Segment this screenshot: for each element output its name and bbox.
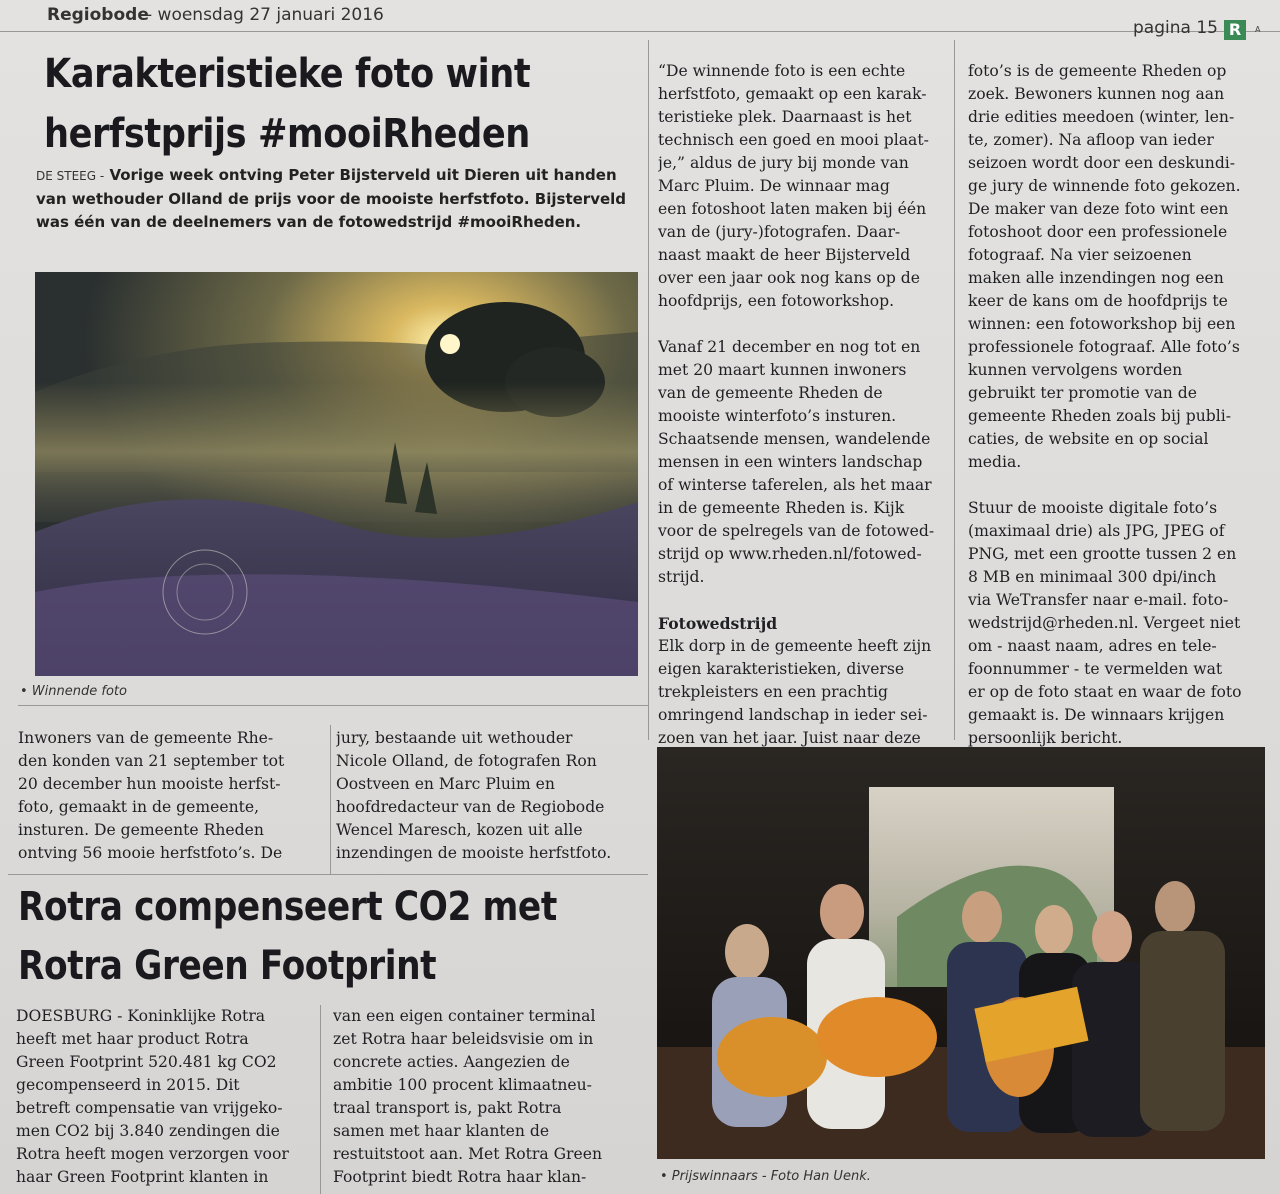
- text-line: De maker van deze foto wint een: [968, 200, 1229, 218]
- text-line: zoen van het jaar. Juist naar deze: [658, 729, 921, 747]
- text-line: 8 MB en minimaal 300 dpi/inch: [968, 568, 1217, 586]
- paragraph: [658, 612, 948, 750]
- text-line: PNG, met een grootte tussen 2 en: [968, 545, 1237, 563]
- headline-line-1: Karakteristieke foto wint: [44, 51, 531, 97]
- text-line: van de (jury-)fotografen. Daar-: [658, 223, 901, 241]
- text-line: foonnummer - te vermelden wat: [968, 660, 1223, 678]
- text-line: zet Rotra haar beleidsvisie om in: [333, 1030, 594, 1048]
- article1-column-4: [968, 60, 1262, 750]
- text-line: keer de kans om de hoofdprijs te: [968, 292, 1228, 310]
- text-line: haar Green Footprint klanten in: [16, 1168, 269, 1186]
- text-line: om - naast naam, adres en tele-: [968, 637, 1217, 655]
- text-line: van de gemeente Rheden de: [658, 384, 883, 402]
- text-line: of winterse taferelen, als het maar: [658, 476, 932, 494]
- text-line: gemaakt is. De winnaars krijgen: [968, 706, 1225, 724]
- text-line: traal transport is, pakt Rotra: [333, 1099, 562, 1117]
- text-line: ontving 56 mooie herfstfoto’s. De: [18, 844, 283, 862]
- text-line: eigen karakteristieken, diverse: [658, 660, 905, 678]
- subheading: Fotowedstrijd: [658, 614, 778, 633]
- photo-caption: • Winnende foto: [20, 684, 127, 699]
- masthead: [0, 0, 1280, 32]
- text-line: den konden van 21 september tot: [18, 752, 285, 770]
- text-line: insturen. De gemeente Rheden: [18, 821, 264, 839]
- text-line: maken alle inzendingen nog een: [968, 269, 1224, 287]
- headline-line-1: Rotra compenseert CO2 met: [18, 884, 557, 930]
- text-line: concrete acties. Aangezien de: [333, 1053, 570, 1071]
- dateline: DE STEEG -: [36, 169, 105, 183]
- text-line: te, zomer). Na afloop van ieder: [968, 131, 1214, 149]
- text-line: caties, de website en op social: [968, 430, 1209, 448]
- text-line: kunnen vervolgens worden: [968, 361, 1183, 379]
- text-line: Stuur de mooiste digitale foto’s: [968, 499, 1218, 517]
- text-line: gebruikt ter promotie van de: [968, 384, 1198, 402]
- text-line: over een jaar ook nog kans op de: [658, 269, 920, 287]
- page-number: pagina 15: [1133, 18, 1218, 38]
- text-line: hoofdredacteur van de Regiobode: [336, 798, 605, 816]
- text-line: Green Footprint 520.481 kg CO2: [16, 1053, 277, 1071]
- text-line: fotograaf. Na vier seizoenen: [968, 246, 1192, 264]
- text-line: samen met haar klanten de: [333, 1122, 550, 1140]
- text-line: (maximaal drie) als JPG, JPEG of: [968, 522, 1225, 540]
- text-line: professionele fotograaf. Alle foto’s: [968, 338, 1240, 356]
- text-line: Schaatsende mensen, wandelende: [658, 430, 931, 448]
- text-line: mooiste winterfoto’s insturen.: [658, 407, 897, 425]
- text-line: een fotoshoot laten maken bij één: [658, 200, 927, 218]
- text-line: via WeTransfer naar e-mail. foto-: [968, 591, 1229, 609]
- text-line: gemeente Rheden zoals bij publi-: [968, 407, 1232, 425]
- text-line: ambitie 100 procent klimaatneu-: [333, 1076, 592, 1094]
- landscape-photo-illustration: [35, 272, 638, 676]
- text-line: strijd.: [658, 568, 705, 586]
- paper-name: Regiobode: [47, 5, 149, 25]
- text-line: Oostveen en Marc Pluim en: [336, 775, 555, 793]
- text-line: in de gemeente Rheden is. Kijk: [658, 499, 905, 517]
- text-line: seizoen wordt door een deskundi-: [968, 154, 1236, 172]
- text-line: trekpleisters en een prachtig: [658, 683, 888, 701]
- text-line: Inwoners van de gemeente Rhe-: [18, 729, 274, 747]
- text-line: strijd op www.rheden.nl/fotowed-: [658, 545, 922, 563]
- article1-column-1: [18, 727, 324, 865]
- column-rule: [954, 40, 955, 740]
- text-line: ge jury de winnende foto gekozen.: [968, 177, 1241, 195]
- text-line: Nicole Olland, de fotografen Ron: [336, 752, 597, 770]
- text-line: omringend landschap in ieder sei-: [658, 706, 928, 724]
- logo-mark: A: [1255, 25, 1261, 34]
- text-line: heeft met haar product Rotra: [16, 1030, 249, 1048]
- paragraph: [658, 336, 948, 589]
- text-line: foto, gemaakt in de gemeente,: [18, 798, 260, 816]
- article1-column-3: [658, 60, 948, 750]
- text-line: jury, bestaande uit wethouder: [336, 729, 573, 747]
- text-line: voor de spelregels van de fotowed-: [658, 522, 935, 540]
- text-line: Footprint biedt Rotra haar klan-: [333, 1168, 587, 1186]
- headline-line-2: herfstprijs #mooiRheden: [44, 111, 530, 157]
- text-line: Rotra heeft mogen verzorgen voor: [16, 1145, 289, 1163]
- headline-line-2: Rotra Green Footprint: [18, 943, 437, 989]
- text-line: van een eigen container terminal: [333, 1007, 596, 1025]
- text-line: “De winnende foto is een echte: [658, 62, 906, 80]
- text-line: media.: [968, 453, 1022, 471]
- text-line: gecompenseerd in 2015. Dit: [16, 1076, 240, 1094]
- article1-column-2: [336, 727, 640, 865]
- text-line: technisch een goed en mooi plaat-: [658, 131, 929, 149]
- text-line: winnen: een fotoworkshop bij een: [968, 315, 1236, 333]
- text-line: Marc Pluim. De winnaar mag: [658, 177, 890, 195]
- photo-caption: • Prijswinnaars - Foto Han Uenk.: [660, 1169, 871, 1184]
- text-line: persoonlijk bericht.: [968, 729, 1123, 747]
- text-line: zoek. Bewoners kunnen nog aan: [968, 85, 1225, 103]
- text-line: Elk dorp in de gemeente heeft zijn: [658, 637, 932, 655]
- text-line: Vanaf 21 december en nog tot en: [658, 338, 921, 356]
- winning-photo: [35, 272, 638, 676]
- text-line: foto’s is de gemeente Rheden op: [968, 62, 1227, 80]
- paragraph: [658, 60, 948, 313]
- text-line: inzendingen de mooiste herfstfoto.: [336, 844, 612, 862]
- paragraph: [968, 497, 1262, 750]
- text-line: Wencel Maresch, kozen uit alle: [336, 821, 583, 839]
- text-line: met 20 maart kunnen inwoners: [658, 361, 907, 379]
- text-line: DOESBURG - Koninklijke Rotra: [16, 1007, 266, 1025]
- text-line: je,” aldus de jury bij monde van: [658, 154, 909, 172]
- text-line: mensen in een winters landschap: [658, 453, 923, 471]
- text-line: men CO2 bij 3.840 zendingen die: [16, 1122, 280, 1140]
- article2-column-1: [16, 1005, 312, 1189]
- column-rule: [648, 40, 649, 740]
- photo-divider: [18, 705, 648, 706]
- article-divider: [8, 874, 648, 875]
- issue-date: - woensdag 27 januari 2016: [146, 5, 384, 25]
- text-line: wedstrijd@rheden.nl. Vergeet niet: [968, 614, 1241, 632]
- prize-winners-illustration: [657, 747, 1265, 1159]
- text-line: drie edities meedoen (winter, len-: [968, 108, 1235, 126]
- text-line: er op de foto staat en waar de foto: [968, 683, 1242, 701]
- text-line: betreft compensatie van vrijgeko-: [16, 1099, 283, 1117]
- text-line: restuitstoot aan. Met Rotra Green: [333, 1145, 602, 1163]
- column-rule: [330, 725, 331, 875]
- text-line: fotoshoot door een professionele: [968, 223, 1228, 241]
- article2-column-2: [333, 1005, 638, 1189]
- paragraph: [968, 60, 1262, 474]
- text-line: herfstfoto, gemaakt op een karak-: [658, 85, 927, 103]
- text-line: 20 december hun mooiste herfst-: [18, 775, 281, 793]
- article-lead: [36, 164, 640, 234]
- paper-logo: R: [1224, 20, 1246, 40]
- column-rule: [320, 1005, 321, 1194]
- text-line: hoofdprijs, een fotoworkshop.: [658, 292, 895, 310]
- text-line: teristieke plek. Daarnaast is het: [658, 108, 912, 126]
- text-line: naast maakt de heer Bijsterveld: [658, 246, 911, 264]
- prize-winners-photo: [657, 747, 1265, 1159]
- lead-text: Vorige week ontving Peter Bijsterveld uit Dieren uit handen van wethouder Olland de prijs voor de mooiste herfstfoto. Bijsterveld was één van de deelnemers van de fotowedstrijd #mooiRheden.: [36, 166, 627, 231]
